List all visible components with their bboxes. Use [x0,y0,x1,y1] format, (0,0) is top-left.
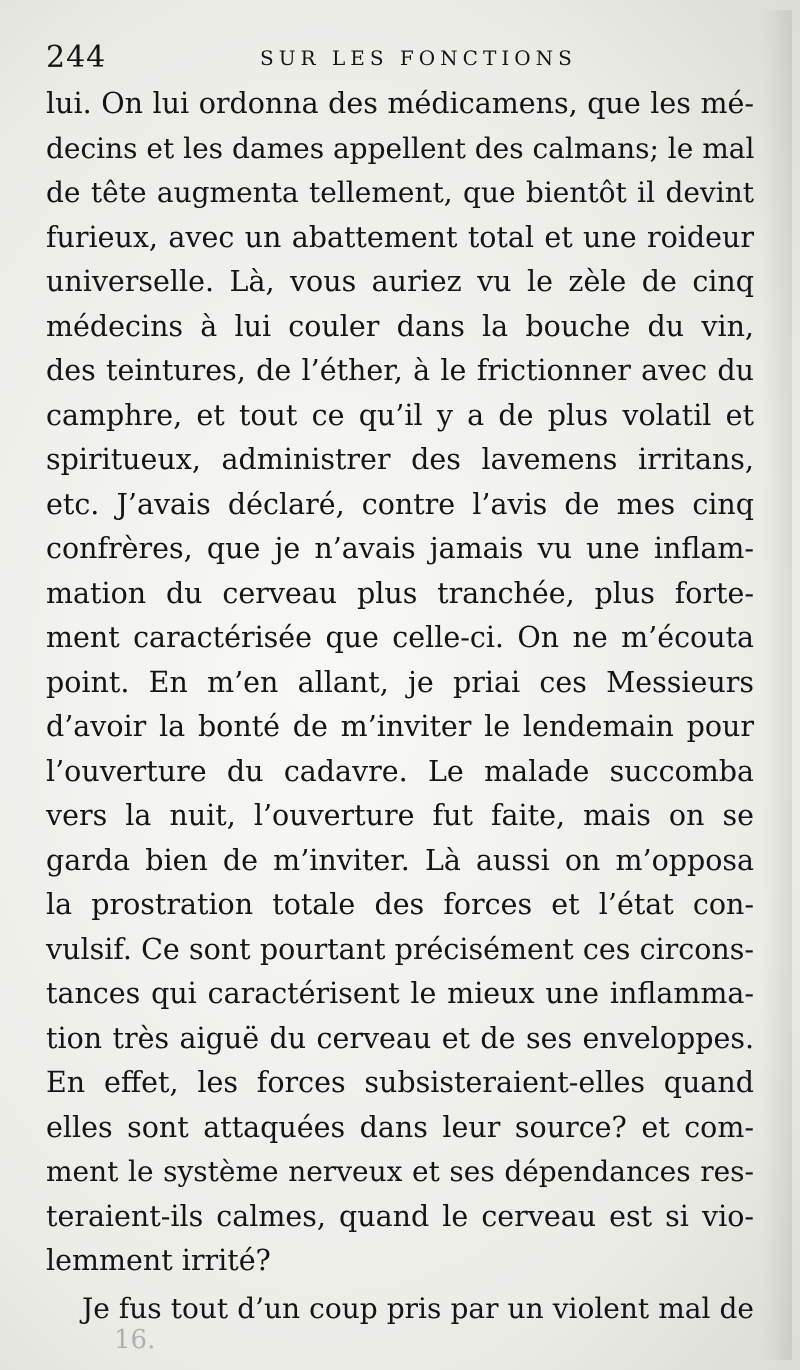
text-line: furieux, avec un abattement total et une roideur [46,220,754,254]
text-line: teraient-ils calmes, quand le cerveau est si vio- [46,1199,754,1233]
text-line: universelle. Là, vous auriez vu le zèle de cinq [46,265,754,298]
text-line: point. En m’en allant, je priai ces Messieurs [46,665,754,699]
signature-mark: 16. [114,1325,156,1355]
text-line: confrères, que je n’avais jamais vu une inflam- [46,532,754,565]
text-line: etc. J’avais déclaré, contre l’avis de mes cinq [46,487,754,521]
text-line: tion très aiguë du cerveau et de ses enveloppes. [46,1021,754,1055]
text-line: decins et les dames appellent des calmans; le mal [46,131,755,165]
page-edge-shadow [762,10,792,1360]
text-line: camphre, et tout ce qu’il y a de plus volatil et [46,398,754,432]
text-line: tances qui caractérisent le mieux une inflamma- [46,977,754,1010]
text-line: ment le système nerveux et ses dépendances res- [46,1155,754,1188]
text-line: garda bien de m’inviter. Là aussi on m’opposa [46,843,754,877]
text-line: vulsif. Ce sont pourtant précisément ces circons- [46,932,754,966]
text-line: la prostration totale des forces et l’état con- [46,888,754,921]
page-number: 244 [46,40,107,75]
text-line-paragraph-end: lemment irrité? [46,1244,271,1277]
text-line: vers la nuit, l’ouverture fut faite, mais on se [46,799,754,832]
text-line: mation du cerveau plus tranchée, plus forte- [46,576,754,610]
text-line: des teintures, de l’éther, à le frictionner avec du [46,354,754,387]
running-head: SUR LES FONCTIONS [260,46,577,70]
text-line: lui. On lui ordonna des médicamens, que les mé- [46,87,754,120]
text-line: spiritueux, administrer des lavemens irritans, [46,443,754,476]
text-line-paragraph-start: Je fus tout d’un coup pris par un violent mal de [82,1291,754,1325]
text-line: elles sont attaquées dans leur source? et com- [46,1110,754,1144]
body-text [46,82,754,1331]
page-header [46,40,752,76]
text-line: de tête augmenta tellement, que bientôt il devint [46,176,754,209]
text-line: En effet, les forces subsisteraient-elles quand [46,1066,754,1099]
text-line: ment caractérisée que celle-ci. On ne m’écouta [46,621,754,654]
text-line: l’ouverture du cadavre. Le malade succomba [46,754,754,788]
text-line: d’avoir la bonté de m’inviter le lendemain pour [46,710,754,743]
text-line: médecins à lui couler dans la bouche du vin, [46,309,754,343]
